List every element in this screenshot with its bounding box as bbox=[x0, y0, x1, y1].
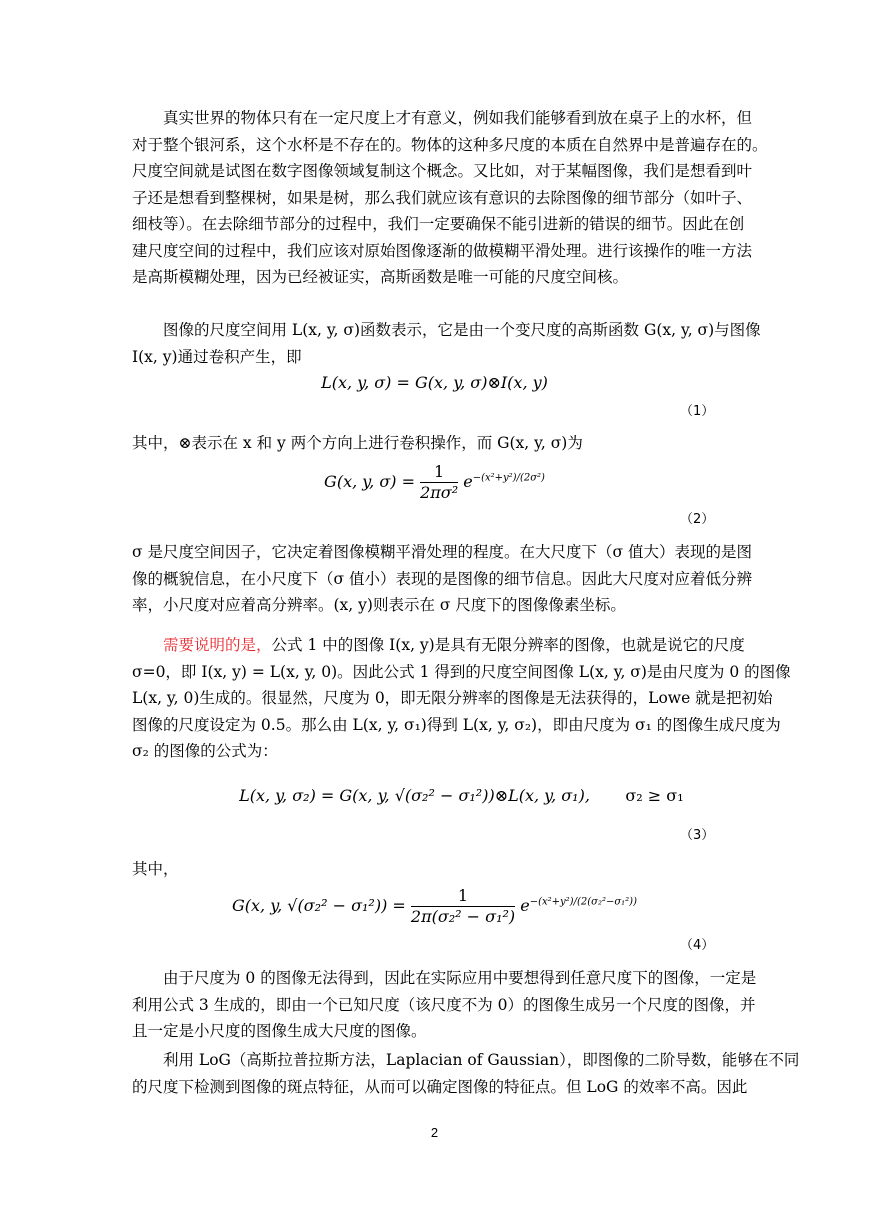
text-line: 尺度空间就是试图在数字图像领域复制这个概念。又比如，对于某幅图像，我们是想看到叶 bbox=[132, 162, 753, 180]
text-line: 其中，⊗表示在 x 和 y 两个方向上进行卷积操作，而 G(x, y, σ)为 bbox=[132, 434, 583, 452]
equation-1: L(x, y, σ) = G(x, y, σ)⊗I(x, y) bbox=[321, 373, 548, 392]
text-line bbox=[132, 632, 745, 659]
text-line: 率，小尺度对应着高分辨率。(x, y)则表示在 σ 尺度下的图像像素坐标。 bbox=[132, 596, 626, 614]
fraction-numerator: 1 bbox=[420, 462, 458, 483]
equation-4 bbox=[0, 886, 869, 927]
paragraph-note bbox=[132, 632, 791, 765]
fraction-denominator: 2π(σ₂² − σ₁²) bbox=[410, 907, 516, 926]
text-line: 建尺度空间的过程中，我们应该对原始图像逐渐的做模糊平滑处理。进行该操作的唯一方法 bbox=[132, 241, 753, 260]
exponent: −(x²+y²)/(2σ²) bbox=[472, 472, 545, 484]
equation-4-lhs: G(x, y, √(σ₂² − σ₁²)) = bbox=[232, 896, 406, 915]
exponential-base: e bbox=[520, 896, 530, 915]
text-line: 子还是想看到整棵树，如果是树，那么我们就应该有意识的去除图像的细节部分（如叶子、 bbox=[132, 188, 753, 207]
text-line: I(x, y)通过卷积产生，即 bbox=[132, 347, 302, 366]
exponent: −(x²+y²)/(2(σ₂²−σ₁²)) bbox=[529, 896, 637, 908]
paragraph-convolution-note bbox=[132, 430, 738, 457]
equation-4-fraction bbox=[411, 886, 515, 927]
paragraph-scale-space-intro bbox=[132, 105, 768, 291]
equation-2-number: （2） bbox=[680, 512, 715, 527]
paragraph-scale-space-definition bbox=[132, 317, 761, 370]
text-line: 图像的尺度空间用 L(x, y, σ)函数表示，它是由一个变尺度的高斯函数 G(x, y, σ)与图像 bbox=[163, 321, 761, 339]
paragraph-sigma-explanation bbox=[132, 539, 753, 619]
text-line: 图像的尺度设定为 0.5。那么由 L(x, y, σ₁)得到 L(x, y, σ₂)，即由尺度为 σ₁ 的图像生成尺度为 bbox=[132, 715, 781, 734]
page-number: 2 bbox=[430, 1125, 439, 1140]
equation-4-number: （4） bbox=[680, 938, 715, 953]
paragraph-where bbox=[132, 856, 738, 883]
text-line: 且一定是小尺度的图像生成大尺度的图像。 bbox=[132, 1022, 427, 1040]
paragraph-practical-generation bbox=[132, 965, 757, 1045]
equation-2-fraction bbox=[420, 462, 458, 503]
paragraph-log bbox=[132, 1047, 800, 1100]
text-line: L(x, y, 0)生成的。很显然，尺度为 0，即无限分辨率的图像是无法获得的，Lowe 就是把初始 bbox=[132, 689, 773, 707]
text-line: σ 是尺度空间因子，它决定着图像模糊平滑处理的程度。在大尺度下（σ 值大）表现的是图 bbox=[132, 543, 753, 561]
text-line: σ₂ 的图像的公式为： bbox=[132, 742, 278, 760]
text-line: 其中， bbox=[132, 860, 179, 878]
text-line: 的尺度下检测到图像的斑点特征，从而可以确定图像的特征点。但 LoG 的效率不高。因此 bbox=[132, 1077, 748, 1096]
equation-1-number: （1） bbox=[680, 404, 715, 419]
equation-3-condition: σ₂ ≥ σ₁ bbox=[625, 786, 684, 805]
text-line: 真实世界的物体只有在一定尺度上才有意义，例如我们能够看到放在桌子上的水杯，但 bbox=[163, 109, 753, 127]
highlight-note: 需要说明的是， bbox=[163, 636, 272, 654]
fraction-denominator: 2πσ² bbox=[420, 483, 459, 502]
text-line: 像的概貌信息，在小尺度下（σ 值小）表现的是图像的细节信息。因此大尺度对应着低分辨 bbox=[132, 569, 753, 588]
text-segment: 公式 1 中的图像 I(x, y)是具有无限分辨率的图像，也就是说它的尺度 bbox=[271, 636, 745, 654]
equation-3-number: （3） bbox=[680, 828, 715, 843]
fraction-numerator: 1 bbox=[411, 886, 515, 907]
exponential-base: e bbox=[463, 472, 473, 491]
text-line: 利用 LoG（高斯拉普拉斯方法，Laplacian of Gaussian），即图像的二阶导数，能够在不同 bbox=[163, 1051, 800, 1069]
text-line: 由于尺度为 0 的图像无法得到，因此在实际应用中要想得到任意尺度下的图像，一定是 bbox=[163, 969, 757, 987]
text-line: 细枝等）。在去除细节部分的过程中，我们一定要确保不能引进新的错误的细节。因此在创 bbox=[132, 215, 745, 233]
text-line: 对于整个银河系，这个水杯是不存在的。物体的这种多尺度的本质在自然界中是普遍存在的。 bbox=[132, 135, 768, 154]
equation-2 bbox=[0, 462, 869, 503]
equation-2-lhs: G(x, y, σ) = bbox=[324, 472, 416, 491]
equation-3: L(x, y, σ₂) = G(x, y, √(σ₂² − σ₁²))⊗L(x, y, σ₁), bbox=[239, 786, 590, 805]
text-line: 是高斯模糊处理，因为已经被证实，高斯函数是唯一可能的尺度空间核。 bbox=[132, 268, 629, 286]
text-line: 利用公式 3 生成的，即由一个已知尺度（该尺度不为 0）的图像生成另一个尺度的图像，并 bbox=[132, 995, 756, 1014]
text-line: σ=0，即 I(x, y) = L(x, y, 0)。因此公式 1 得到的尺度空间图像 L(x, y, σ)是由尺度为 0 的图像 bbox=[132, 662, 791, 681]
